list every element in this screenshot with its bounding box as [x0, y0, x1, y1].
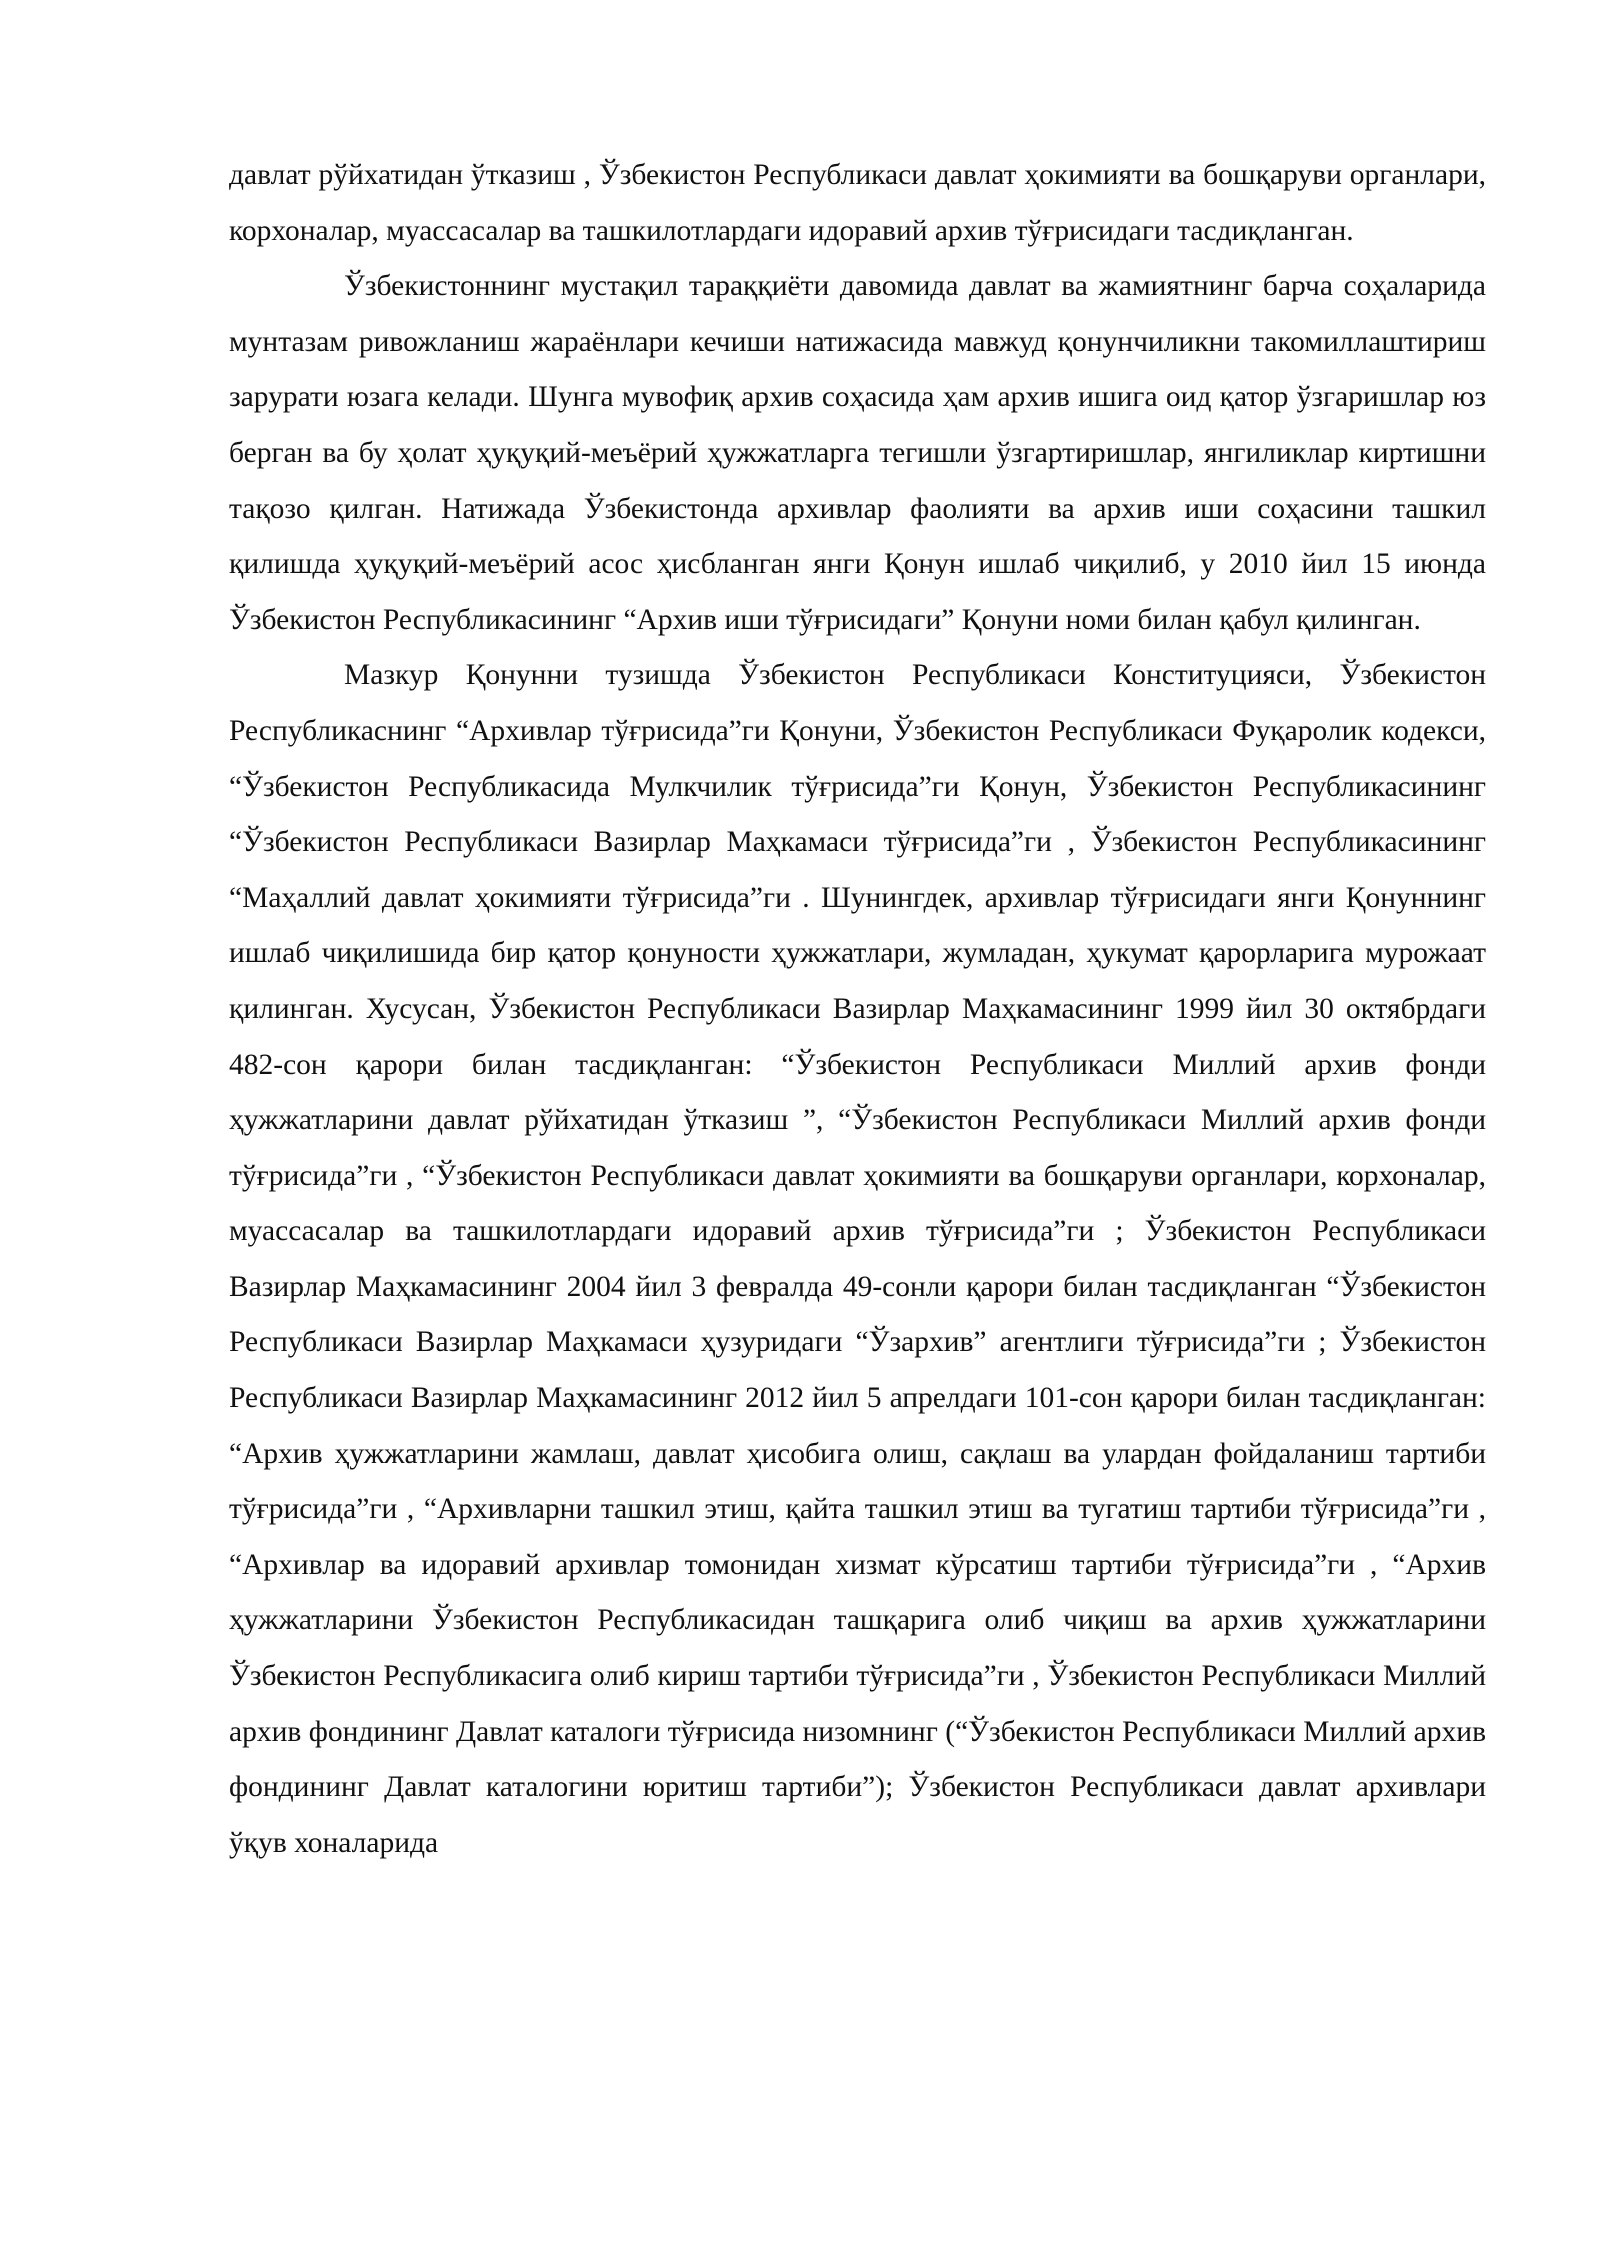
- paragraph-law-sources: Мазкур Қонунни тузишда Ўзбекистон Республикаси Конституцияси, Ўзбекистон Республикаснинг “Архивлар тўғрисида”ги Қонуни, Ўзбекистон Республикаси Фуқаролик кодекси, “Ўзбекистон Республикасида Мулкчилик тўғрисида”ги Қонун, Ўзбекистон Республикасининг “Ўзбекистон Республикаси Вазирлар Маҳкамаси тўғрисида”ги , Ўзбекистон Республикасининг “Маҳаллий давлат ҳокимияти тўғрисида”ги . Шунингдек, архивлар тўғрисидаги янги Қонуннинг ишлаб чиқилишида бир қатор қонуности ҳужжатлари, жумладан, ҳукумат қарорларига мурожаат қилинган. Хусусан, Ўзбекистон Республикаси Вазирлар Маҳкамасининг 1999 йил 30 октябрдаги 482-сон қарори билан тасдиқланган: “Ўзбекистон Республикаси Миллий архив фонди ҳужжатларини давлат рўйхатидан ўтказиш ”, “Ўзбекистон Республикаси Миллий архив фонди тўғрисида”ги , “Ўзбекистон Республикаси давлат ҳокимияти ва бошқаруви органлари, корхоналар, муассасалар ва ташкилотлардаги идоравий архив тўғрисида”ги ; Ўзбекистон Республикаси Вазирлар Маҳкамасининг 2004 йил 3 февралда 49-сонли қарори билан тасдиқланган “Ўзбекистон Республикаси Вазирлар Маҳкамаси ҳузуридаги “Ўзархив” агентлиги тўғрисида”ги ; Ўзбекистон Республикаси Вазирлар Маҳкамасининг 2012 йил 5 апрелдаги 101-сон қарори билан тасдиқланган: “Архив ҳужжатларини жамлаш, давлат ҳисобига олиш, сақлаш ва улардан фойдаланиш тартиби тўғрисида”ги , “Архивларни ташкил этиш, қайта ташкил этиш ва тугатиш тартиби тўғрисида”ги , “Архивлар ва идоравий архивлар томонидан хизмат кўрсатиш тартиби тўғрисида”ги , “Архив ҳужжатларини Ўзбекистон Республикасидан ташқарига олиб чиқиш ва архив ҳужжатларини Ўзбекистон Республикасига олиб кириш тартиби тўғрисида”ги , Ўзбекистон Республикаси Миллий архив фондининг Давлат каталоги тўғрисида низомнинг (“Ўзбекистон Республикаси Миллий архив фондининг Давлат каталогини юритиш тартиби”); Ўзбекистон Республикаси давлат архивлари ўқув хоналарида: [229, 659, 1486, 1859]
- paragraph-continuation: давлат рўйхатидан ўтказиш , Ўзбекистон Республикаси давлат ҳокимияти ва бошқаруви органлари, корхоналар, муассасалар ва ташкилотлардаги идоравий архив тўғрисидаги тасдиқланган.: [229, 159, 1486, 247]
- document-body: [229, 148, 1486, 1871]
- paragraph-legislation-improvement: Ўзбекистоннинг мустақил тараққиёти давомида давлат ва жамиятнинг барча соҳаларида мунтазам ривожланиш жараёнлари кечиши натижасида мавжуд қонунчиликни такомиллаштириш зарурати юзага келади. Шунга мувофиқ архив соҳасида ҳам архив ишига оид қатор ўзгаришлар юз берган ва бу ҳолат ҳуқуқий-меъёрий ҳужжатларга тегишли ўзгартиришлар, янгиликлар киртишни тақозо қилган. Натижада Ўзбекистонда архивлар фаолияти ва архив иши соҳасини ташкил қилишда ҳуқуқий-меъёрий асос ҳисбланган янги Қонун ишлаб чиқилиб, у 2010 йил 15 июнда Ўзбекистон Республикасининг “Архив иши тўғрисидаги” Қонуни номи билан қабул қилинган.: [229, 270, 1486, 636]
